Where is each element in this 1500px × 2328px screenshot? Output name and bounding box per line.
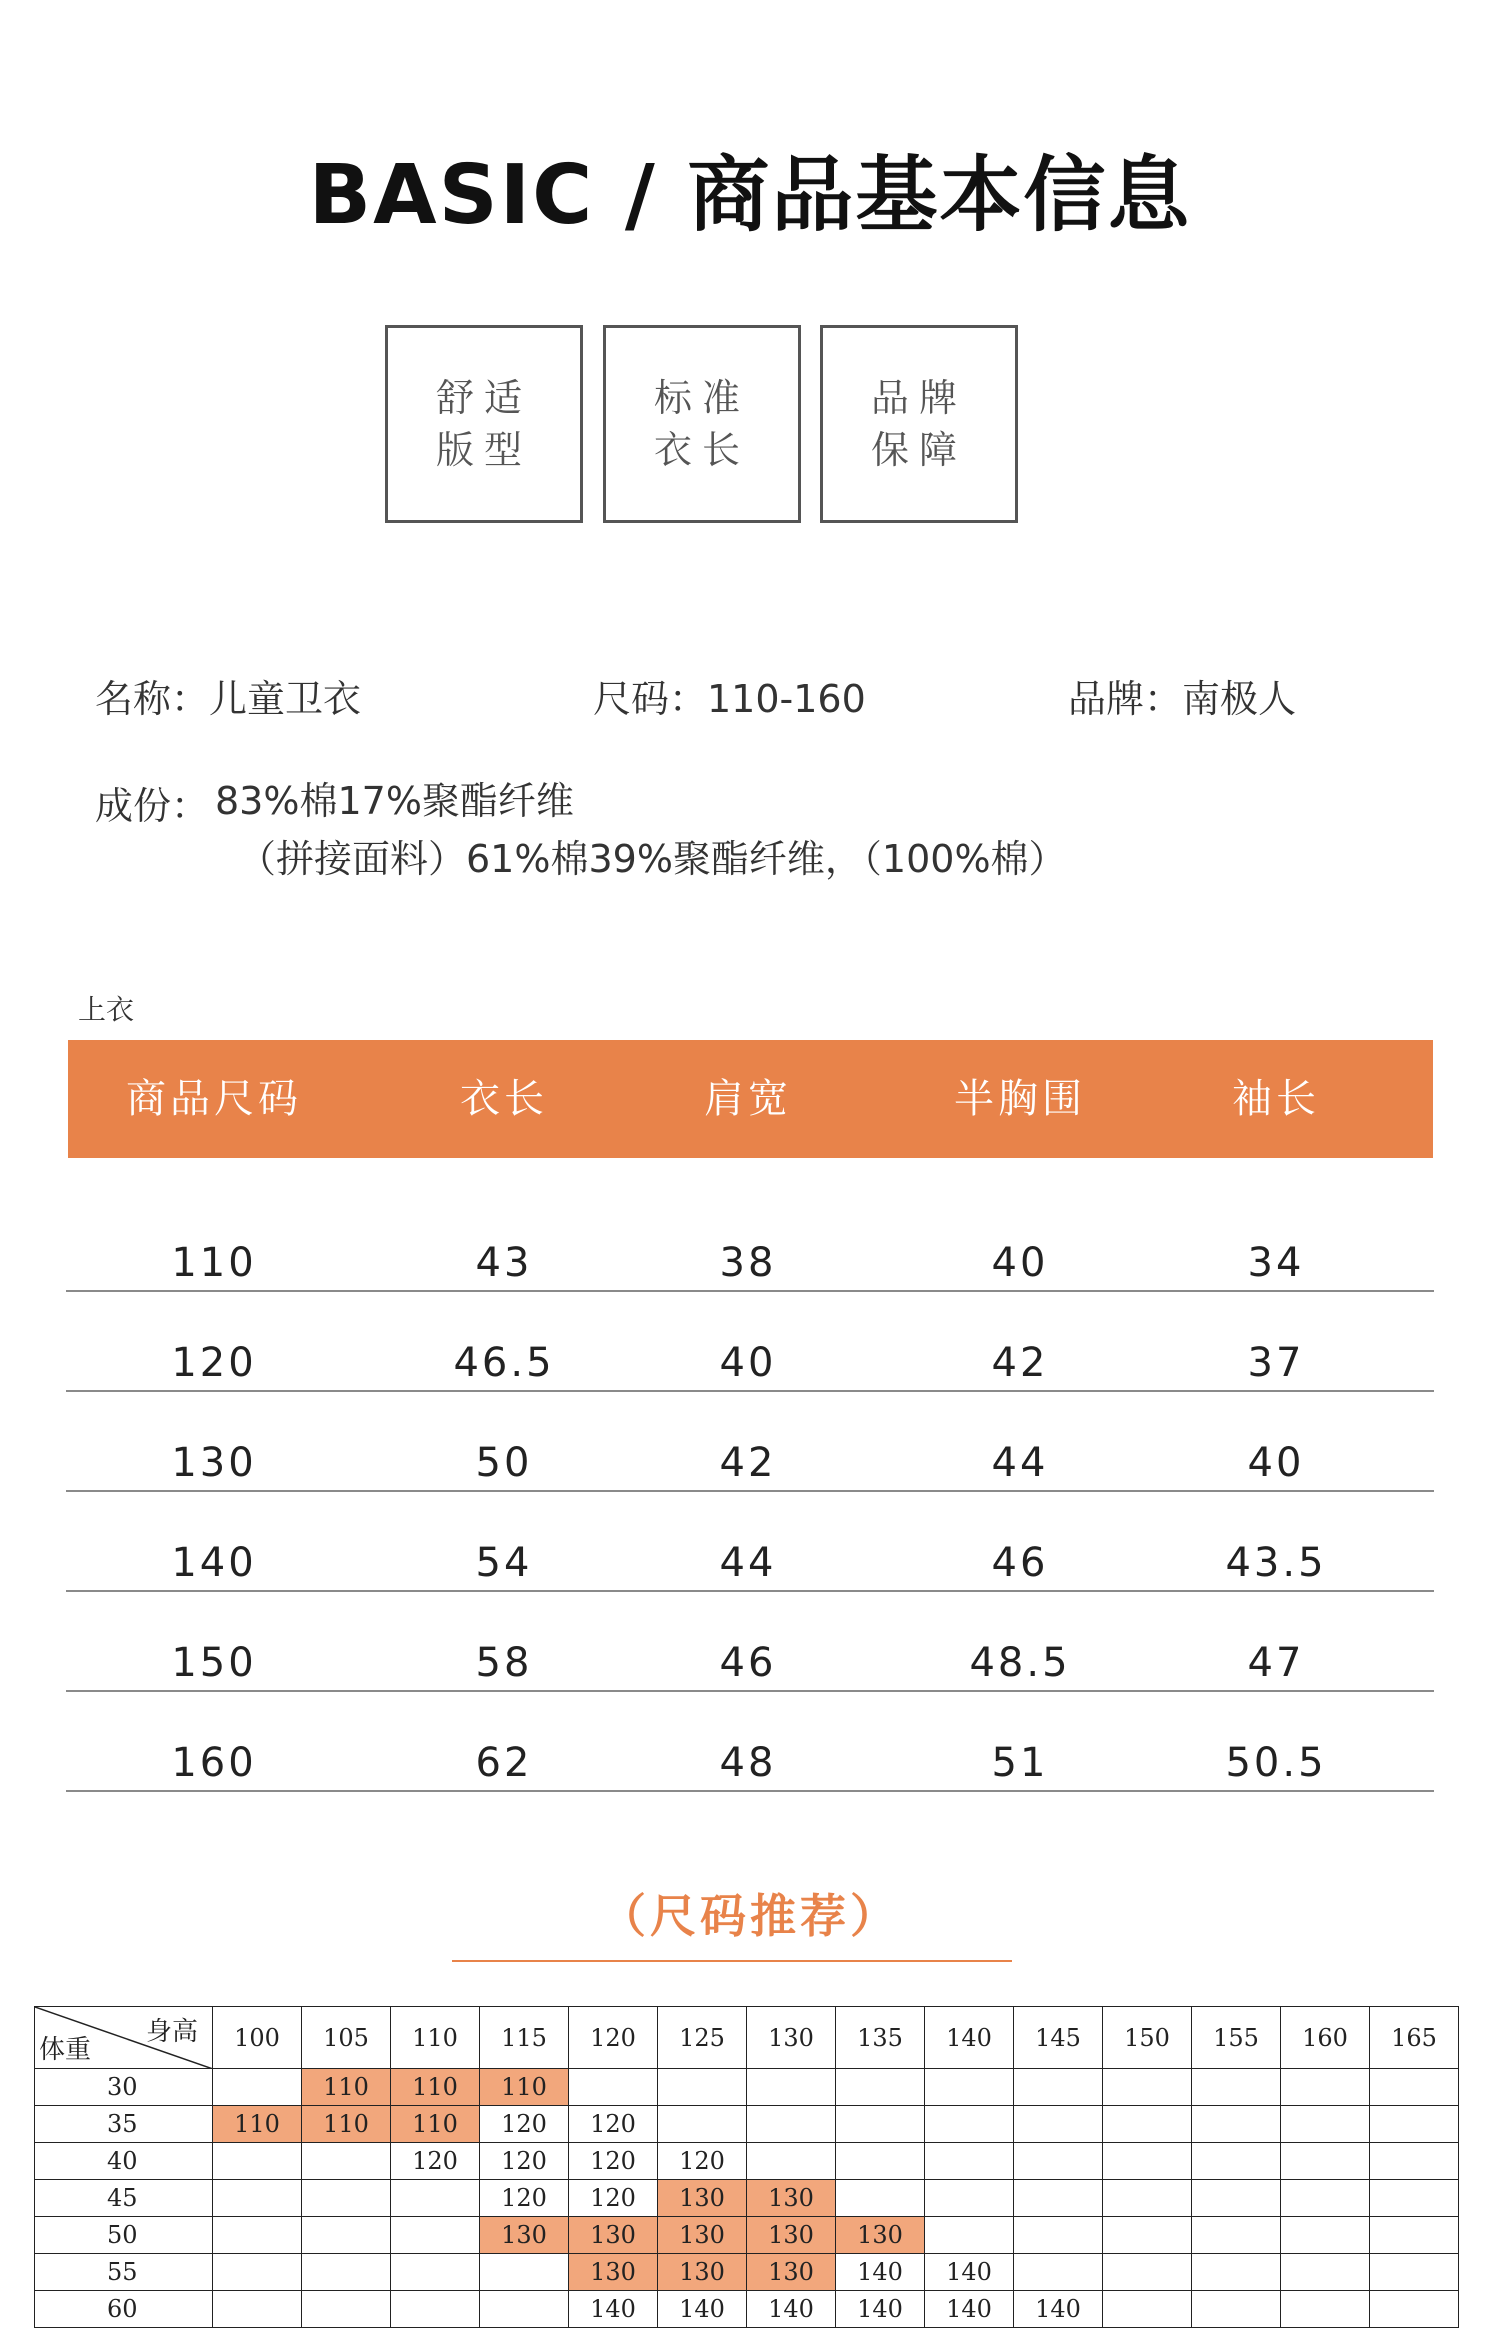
- column-header: 肩宽: [704, 1076, 792, 1122]
- badge-comfort-fit: [385, 325, 583, 523]
- height-header-cell: 100: [213, 2007, 302, 2069]
- grid-cell: [1103, 2217, 1192, 2254]
- table-row: [66, 1290, 1434, 1392]
- section-label-top: 上衣: [78, 993, 135, 1026]
- grid-cell: [1014, 2217, 1103, 2254]
- grid-cell: [1370, 2143, 1459, 2180]
- table-cell: 43: [475, 1240, 533, 1286]
- grid-cell: 110: [302, 2069, 391, 2106]
- column-header: 衣长: [460, 1076, 548, 1122]
- table-row: [66, 1690, 1434, 1792]
- table-cell: 140: [171, 1540, 257, 1586]
- grid-cell: [213, 2217, 302, 2254]
- grid-cell: [925, 2180, 1014, 2217]
- grid-cell: [747, 2069, 836, 2106]
- weight-cell: 45: [35, 2180, 213, 2217]
- height-header-cell: 165: [1370, 2007, 1459, 2069]
- grid-cell: 120: [480, 2180, 569, 2217]
- grid-cell: [925, 2069, 1014, 2106]
- grid-cell: [925, 2143, 1014, 2180]
- material-label: 成份：: [95, 784, 210, 828]
- grid-cell: 110: [213, 2106, 302, 2143]
- grid-cell: [213, 2254, 302, 2291]
- grid-cell: [747, 2143, 836, 2180]
- badge-line: 标准: [653, 376, 750, 420]
- grid-row: [35, 2180, 1459, 2217]
- grid-cell: 130: [747, 2254, 836, 2291]
- table-cell: 58: [475, 1640, 533, 1686]
- table-cell: 42: [719, 1440, 777, 1486]
- grid-cell: [1281, 2217, 1370, 2254]
- grid-cell: [1370, 2180, 1459, 2217]
- table-cell: 34: [1247, 1240, 1305, 1286]
- height-header-cell: 140: [925, 2007, 1014, 2069]
- grid-cell: [925, 2106, 1014, 2143]
- table-cell: 38: [719, 1240, 777, 1286]
- grid-cell: 140: [925, 2291, 1014, 2328]
- grid-cell: [1370, 2217, 1459, 2254]
- table-cell: 46: [719, 1640, 777, 1686]
- size-recommend-grid: [34, 2006, 1459, 2328]
- grid-cell: [213, 2180, 302, 2217]
- badge-line: 版型: [435, 428, 532, 472]
- height-header-cell: 110: [391, 2007, 480, 2069]
- height-header-cell: 135: [836, 2007, 925, 2069]
- grid-cell: 140: [836, 2291, 925, 2328]
- grid-cell: [836, 2180, 925, 2217]
- grid-cell: 130: [480, 2217, 569, 2254]
- weight-cell: 40: [35, 2143, 213, 2180]
- table-cell: 120: [171, 1340, 257, 1386]
- grid-cell: [1281, 2180, 1370, 2217]
- grid-cell: 110: [480, 2069, 569, 2106]
- badge-standard-length: [603, 325, 801, 523]
- grid-cell: [1192, 2217, 1281, 2254]
- grid-cell: [1192, 2069, 1281, 2106]
- grid-cell: [658, 2069, 747, 2106]
- product-name: 名称：儿童卫衣: [95, 677, 362, 721]
- grid-cell: 140: [658, 2291, 747, 2328]
- table-cell: 40: [991, 1240, 1049, 1286]
- height-header-cell: 125: [658, 2007, 747, 2069]
- grid-cell: 120: [391, 2143, 480, 2180]
- column-header: 半胸围: [954, 1076, 1086, 1122]
- badge-line: 品牌: [870, 376, 967, 420]
- column-header: 商品尺码: [126, 1076, 302, 1122]
- table-cell: 62: [475, 1740, 533, 1786]
- weight-axis-label: 体重: [39, 2035, 92, 2065]
- table-cell: 47: [1247, 1640, 1305, 1686]
- grid-cell: [302, 2143, 391, 2180]
- grid-cell: [213, 2143, 302, 2180]
- grid-cell: 110: [391, 2069, 480, 2106]
- weight-cell: 35: [35, 2106, 213, 2143]
- grid-cell: [925, 2217, 1014, 2254]
- grid-cell: [836, 2143, 925, 2180]
- weight-cell: 60: [35, 2291, 213, 2328]
- grid-cell: [1281, 2254, 1370, 2291]
- grid-cell: 120: [480, 2106, 569, 2143]
- grid-cell: 130: [658, 2254, 747, 2291]
- grid-cell: [1192, 2180, 1281, 2217]
- height-header-cell: 120: [569, 2007, 658, 2069]
- grid-cell: [1014, 2180, 1103, 2217]
- table-cell: 50.5: [1225, 1740, 1327, 1786]
- table-row: [66, 1390, 1434, 1492]
- grid-cell: [302, 2180, 391, 2217]
- grid-cell: [569, 2069, 658, 2106]
- grid-cell: [1103, 2180, 1192, 2217]
- table-cell: 43.5: [1225, 1540, 1327, 1586]
- grid-cell: [1014, 2069, 1103, 2106]
- grid-cell: 120: [569, 2180, 658, 2217]
- table-row: [66, 1190, 1434, 1292]
- size-table-header: [68, 1040, 1433, 1158]
- grid-cell: [1103, 2069, 1192, 2106]
- badge-brand-guarantee: [820, 325, 1018, 523]
- table-row: [66, 1490, 1434, 1592]
- grid-cell: 140: [747, 2291, 836, 2328]
- table-cell: 40: [719, 1340, 777, 1386]
- grid-header-row: [35, 2007, 1459, 2069]
- table-cell: 42: [991, 1340, 1049, 1386]
- height-header-cell: 105: [302, 2007, 391, 2069]
- grid-cell: 110: [391, 2106, 480, 2143]
- table-cell: 48: [719, 1740, 777, 1786]
- grid-cell: [213, 2069, 302, 2106]
- badge-line: 保障: [870, 428, 967, 472]
- grid-cell: [1103, 2143, 1192, 2180]
- grid-cell: 130: [747, 2180, 836, 2217]
- grid-cell: [1370, 2106, 1459, 2143]
- table-row: [66, 1590, 1434, 1692]
- grid-cell: [1014, 2143, 1103, 2180]
- grid-cell: [747, 2106, 836, 2143]
- grid-cell: 130: [569, 2217, 658, 2254]
- grid-cell: [1014, 2106, 1103, 2143]
- grid-cell: 130: [658, 2180, 747, 2217]
- table-cell: 130: [171, 1440, 257, 1486]
- grid-cell: 120: [569, 2143, 658, 2180]
- table-cell: 110: [171, 1240, 257, 1286]
- page-title: BASIC / 商品基本信息: [308, 148, 1192, 243]
- grid-cell: [1192, 2254, 1281, 2291]
- grid-cell: 140: [836, 2254, 925, 2291]
- grid-cell: 130: [836, 2217, 925, 2254]
- grid-cell: [1281, 2143, 1370, 2180]
- grid-cell: 130: [658, 2217, 747, 2254]
- height-axis-label: 身高: [145, 2017, 198, 2047]
- weight-cell: 55: [35, 2254, 213, 2291]
- grid-cell: [658, 2106, 747, 2143]
- grid-cell: 120: [480, 2143, 569, 2180]
- height-header-cell: 150: [1103, 2007, 1192, 2069]
- grid-cell: [391, 2217, 480, 2254]
- grid-cell: [1103, 2106, 1192, 2143]
- material-line-1: 83%棉17%聚酯纤维: [215, 779, 574, 823]
- grid-cell: 140: [925, 2254, 1014, 2291]
- table-cell: 46.5: [453, 1340, 555, 1386]
- height-header-cell: 145: [1014, 2007, 1103, 2069]
- product-brand: 品牌：南极人: [1068, 677, 1297, 721]
- grid-cell: 140: [1014, 2291, 1103, 2328]
- material-line-2: （拼接面料）61%棉39%聚酯纤维，（100%棉）: [238, 837, 1067, 881]
- grid-cell: [391, 2254, 480, 2291]
- grid-cell: 110: [302, 2106, 391, 2143]
- table-cell: 48.5: [969, 1640, 1071, 1686]
- grid-cell: 130: [569, 2254, 658, 2291]
- grid-cell: [836, 2106, 925, 2143]
- grid-cell: [1103, 2254, 1192, 2291]
- grid-row: [35, 2143, 1459, 2180]
- table-cell: 51: [991, 1740, 1049, 1786]
- height-header-cell: 160: [1281, 2007, 1370, 2069]
- grid-cell: [1370, 2069, 1459, 2106]
- height-header-cell: 130: [747, 2007, 836, 2069]
- grid-cell: [836, 2069, 925, 2106]
- grid-cell: [302, 2254, 391, 2291]
- recommend-divider: [452, 1960, 1012, 1962]
- table-cell: 150: [171, 1640, 257, 1686]
- grid-cell: [1281, 2106, 1370, 2143]
- table-cell: 160: [171, 1740, 257, 1786]
- badge-line: 衣长: [653, 428, 750, 472]
- grid-row: [35, 2106, 1459, 2143]
- table-cell: 44: [719, 1540, 777, 1586]
- grid-row: [35, 2254, 1459, 2291]
- grid-cell: [1192, 2106, 1281, 2143]
- grid-row: [35, 2069, 1459, 2106]
- grid-row: [35, 2217, 1459, 2254]
- table-cell: 54: [475, 1540, 533, 1586]
- weight-cell: 50: [35, 2217, 213, 2254]
- grid-cell: [1192, 2143, 1281, 2180]
- height-header-cell: 155: [1192, 2007, 1281, 2069]
- column-header: 袖长: [1232, 1076, 1320, 1122]
- grid-cell: 120: [569, 2106, 658, 2143]
- grid-cell: 130: [747, 2217, 836, 2254]
- grid-corner-cell: [35, 2007, 213, 2069]
- product-size-range: 尺码：110-160: [593, 677, 866, 721]
- table-cell: 44: [991, 1440, 1049, 1486]
- badge-line: 舒适: [435, 376, 532, 420]
- recommend-title: （尺码推荐）: [600, 1889, 900, 1943]
- grid-cell: [1014, 2254, 1103, 2291]
- table-cell: 40: [1247, 1440, 1305, 1486]
- grid-cell: [480, 2254, 569, 2291]
- grid-cell: [1370, 2254, 1459, 2291]
- grid-cell: [1281, 2069, 1370, 2106]
- table-cell: 37: [1247, 1340, 1305, 1386]
- grid-cell: [391, 2180, 480, 2217]
- weight-cell: 30: [35, 2069, 213, 2106]
- grid-cell: 120: [658, 2143, 747, 2180]
- table-cell: 46: [991, 1540, 1049, 1586]
- grid-cell: 140: [569, 2291, 658, 2328]
- height-header-cell: 115: [480, 2007, 569, 2069]
- table-cell: 50: [475, 1440, 533, 1486]
- grid-cell: [302, 2217, 391, 2254]
